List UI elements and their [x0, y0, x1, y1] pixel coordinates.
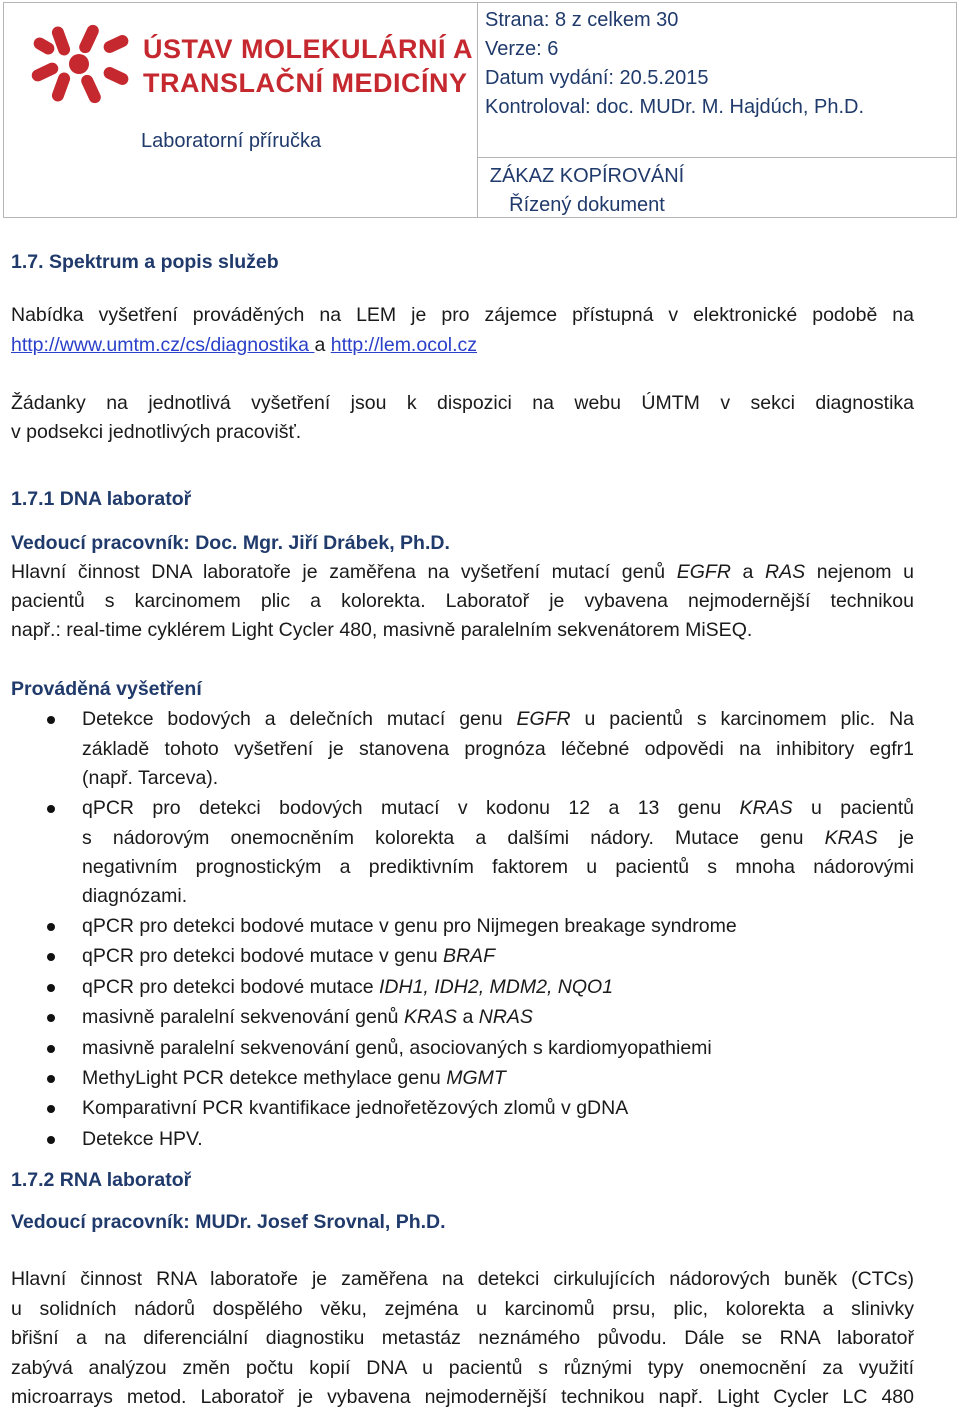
gene-list: IDH1, IDH2, MDM2, NQO1 — [379, 976, 614, 998]
exam-item-2d: je — [877, 827, 914, 849]
exam-item-4a: qPCR pro detekci bodové mutace v genu — [82, 945, 443, 967]
exam-item-8 — [82, 1067, 506, 1090]
exam-item-2c: s nádorovým onemocněním kolorekta a dalšími nádory. Mutace genu — [82, 827, 825, 849]
version: Verze: 6 — [485, 38, 559, 60]
bullet-icon — [47, 984, 55, 992]
gene-kras: KRAS — [824, 827, 878, 849]
controlled-document: Řízený dokument — [509, 194, 665, 216]
exam-item-6b: a — [457, 1006, 479, 1028]
rna-lab-head: Vedoucí pracovník: MUDr. Josef Srovnal, Ph.D. — [11, 1211, 446, 1233]
control-notice — [477, 162, 697, 220]
rna-desc-line-2: u solidních nádorů dospělého věku, zejména u karcinomů prsu, plic, kolorekta a slinivky — [11, 1298, 914, 1320]
logo-text-line-1: ÚSTAV MOLEKULÁRNÍ A — [143, 34, 473, 64]
bullet-icon — [47, 1075, 55, 1083]
copy-notice: ZÁKAZ KOPÍROVÁNÍ — [489, 165, 685, 187]
rna-lab-title: 1.7.2 RNA laboratoř — [11, 1169, 192, 1191]
header-divider — [477, 157, 957, 158]
institute-logo — [25, 16, 473, 112]
dna-desc-line-1 — [11, 561, 914, 584]
section-title: 1.7. Spektrum a popis služeb — [11, 251, 279, 273]
exam-item-2-line-3: negativním prognostickým a prediktivním faktorem u pacientů s mnoha nádorovými — [82, 856, 914, 878]
gene-egfr: EGFR — [676, 561, 731, 583]
institute-logo-icon — [25, 16, 135, 112]
bullet-icon — [47, 1105, 55, 1113]
exam-item-8a: MethyLight PCR detekce methylace genu — [82, 1067, 447, 1089]
exam-item-1-line-2: základě tohoto vyšetření je stanovena prognóza léčebné odpovědi na inhibitory egfr1 — [82, 738, 914, 760]
intro-links — [11, 334, 477, 357]
exam-item-1-line-3: (např. Tarceva). — [82, 767, 219, 789]
dna-lab-title: 1.7.1 DNA laboratoř — [11, 488, 192, 510]
bullet-icon — [47, 716, 55, 724]
exam-item-2a: qPCR pro detekci bodových mutací v kodonu 12 a 13 genu — [82, 797, 740, 819]
issue-date: Datum vydání: 20.5.2015 — [485, 67, 709, 89]
exam-item-7: masivně paralelní sekvenování genů, asociovaných s kardiomyopathiemi — [82, 1037, 712, 1059]
bullet-icon — [47, 923, 55, 931]
link-umtm-diagnostika[interactable]: http://www.umtm.cz/cs/diagnostika — [11, 334, 315, 356]
gene-braf: BRAF — [442, 945, 495, 967]
exam-item-6a: masivně paralelní sekvenování genů — [82, 1006, 404, 1028]
document-type: Laboratorní příručka — [141, 130, 322, 152]
exam-item-1b: u pacientů s karcinomem plic. Na — [570, 708, 914, 730]
link-connector: a — [314, 334, 326, 356]
exam-item-2b: u pacientů — [792, 797, 914, 819]
rna-desc-line-1: Hlavní činnost RNA laboratoře je zaměřena na detekci cirkulujících nádorových buněk (CTCs) — [11, 1268, 914, 1290]
bullet-icon — [47, 1014, 55, 1022]
document-meta — [485, 6, 864, 122]
rna-desc-line-4: zabývá analýzou změn počtu kopií DNA u pacientů s různými typy onemocnění za využití — [11, 1357, 914, 1379]
bullet-icon — [47, 1045, 55, 1053]
dna-desc-1b: a — [730, 561, 766, 583]
document-header — [3, 2, 957, 218]
exam-item-1-line-1 — [82, 708, 914, 731]
checked-by: Kontroloval: doc. MUDr. M. Hajdúch, Ph.D. — [485, 96, 865, 118]
exams-title: Prováděná vyšetření — [11, 678, 202, 700]
exam-item-2-line-4: diagnózami. — [82, 885, 188, 907]
gene-mgmt: MGMT — [446, 1067, 506, 1089]
gene-egfr: EGFR — [516, 708, 571, 730]
gene-ras: RAS — [765, 561, 806, 583]
logo-text-line-2: TRANSLAČNÍ MEDICÍNY — [143, 68, 468, 98]
page-info: Strana: 8 z celkem 30 — [485, 9, 679, 31]
dna-lab-head: Vedoucí pracovník: Doc. Mgr. Jiří Drábek, Ph.D. — [11, 532, 450, 554]
requests-line-2: v podsekci jednotlivých pracovišť. — [11, 421, 302, 443]
dna-desc-1a: Hlavní činnost DNA laboratoře je zaměřena na vyšetření mutací genů — [11, 561, 677, 583]
gene-nras: NRAS — [478, 1006, 533, 1028]
link-lem-ocol[interactable]: http://lem.ocol.cz — [330, 334, 478, 356]
rna-desc-line-3: břišní a na diferenciální diagnostiku metastáz neznámého původu. Dále se RNA laboratoř — [11, 1327, 914, 1349]
exam-item-2-line-2 — [82, 827, 914, 850]
exam-item-5 — [82, 976, 613, 999]
bullet-icon — [47, 953, 55, 961]
exam-item-1a: Detekce bodových a delečních mutací genu — [82, 708, 517, 730]
exam-item-5a: qPCR pro detekci bodové mutace — [82, 976, 379, 998]
requests-line-1: Žádanky na jednotlivá vyšetření jsou k dispozici na webu ÚMTM v sekci diagnostika — [11, 392, 914, 414]
rna-desc-line-5: microarrays metod. Laboratoř je vybavena nejmodernější technikou např. Light Cycler LC 480 — [11, 1386, 914, 1408]
gene-kras: KRAS — [739, 797, 793, 819]
dna-desc-line-3: např.: real-time cyklérem Light Cycler 480, masivně paralelním sekvenátorem MiSEQ. — [11, 619, 753, 641]
dna-desc-1c: nejenom u — [805, 561, 915, 583]
gene-kras: KRAS — [403, 1006, 458, 1028]
exam-item-9: Komparativní PCR kvantifikace jednořetězových zlomů v gDNA — [82, 1097, 629, 1119]
exam-item-2-line-1 — [82, 797, 914, 820]
exam-item-4 — [82, 945, 495, 968]
bullet-icon — [47, 1136, 55, 1144]
exam-item-3: qPCR pro detekci bodové mutace v genu pro Nijmegen breakage syndrome — [82, 915, 737, 937]
intro-line-1: Nabídka vyšetření prováděných na LEM je pro zájemce přístupná v elektronické podobě na — [11, 304, 914, 326]
dna-desc-line-2: pacientů s karcinomem plic a kolorekta. Laboratoř je vybavena nejmodernější technikou — [11, 590, 914, 612]
exam-item-10: Detekce HPV. — [82, 1128, 203, 1150]
exam-item-6 — [82, 1006, 533, 1029]
bullet-icon — [47, 805, 55, 813]
